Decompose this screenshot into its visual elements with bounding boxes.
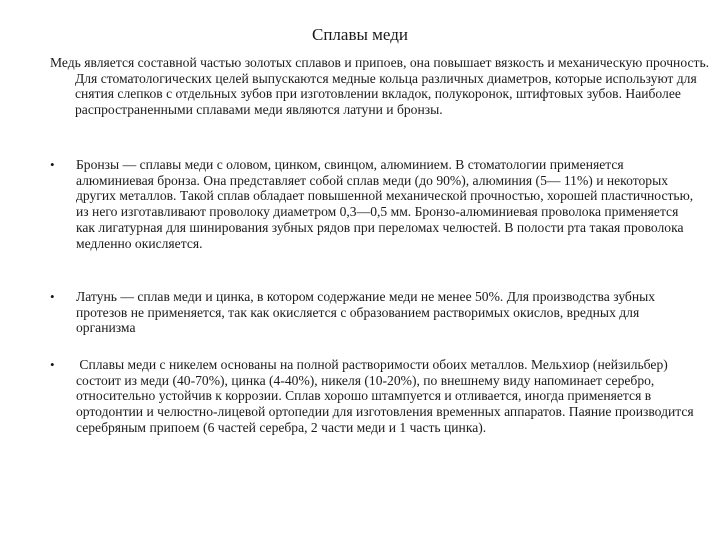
list-item-text: Бронзы — сплавы меди с оловом, цинком, свинцом, алюминием. В стоматологии применяется алюминиевая бронза. Она представляет собой сплав меди (до 90%), алюминия (5— 11%) и некоторых других металлов. Такой сплав обладает повышенной механической прочностью, хорошей пластичностью, из него изготавливают проволоку диаметром 0,3—0,5 мм. Бронзо-алюминиевая проволока применяется как лигатурная для шинирования зубных рядов при переломах челюстей. В полости рта такая проволока медленно окисляется.: [76, 157, 694, 251]
intro-paragraph: Медь является составной частью золотых сплавов и припоев, она повышает вязкость и механическую прочность. Для стоматологических целей выпускаются медные кольца различных диаметров, которые используют для снятия слепков с отдельных зубов при изготовлении вкладок, полукоронок, штифтовых зубов. Наиболее распространенными сплавами меди являются латуни и бронзы.: [50, 55, 710, 118]
list-item-text: Латунь — сплав меди и цинка, в котором содержание меди не менее 50%. Для производства зубных протезов не применяется, так как окисляется с образованием растворимых окислов, вредных для организма: [76, 289, 656, 336]
bullet-marker: •: [50, 289, 55, 304]
bullet-marker: •: [50, 157, 55, 172]
list-item-text: Сплавы меди с никелем основаны на полной растворимости обоих металлов. Мельхиор (нейзильбер) состоит из меди (40-70%), цинка (4-40%), никеля (10-20%), по внешнему виду напоминает серебро, относительно устойчив к коррозии. Сплав хорошо штампуется и отливается, иногда применяется в ортодонтии и челюстно-лицевой ортопедии для изготовления временных аппаратов. Паяние производится серебряным припоем (6 частей серебра, 2 части меди и 1 часть цинка).: [76, 357, 698, 435]
page-title: Сплавы меди: [312, 25, 408, 44]
bullet-marker: •: [50, 357, 55, 372]
